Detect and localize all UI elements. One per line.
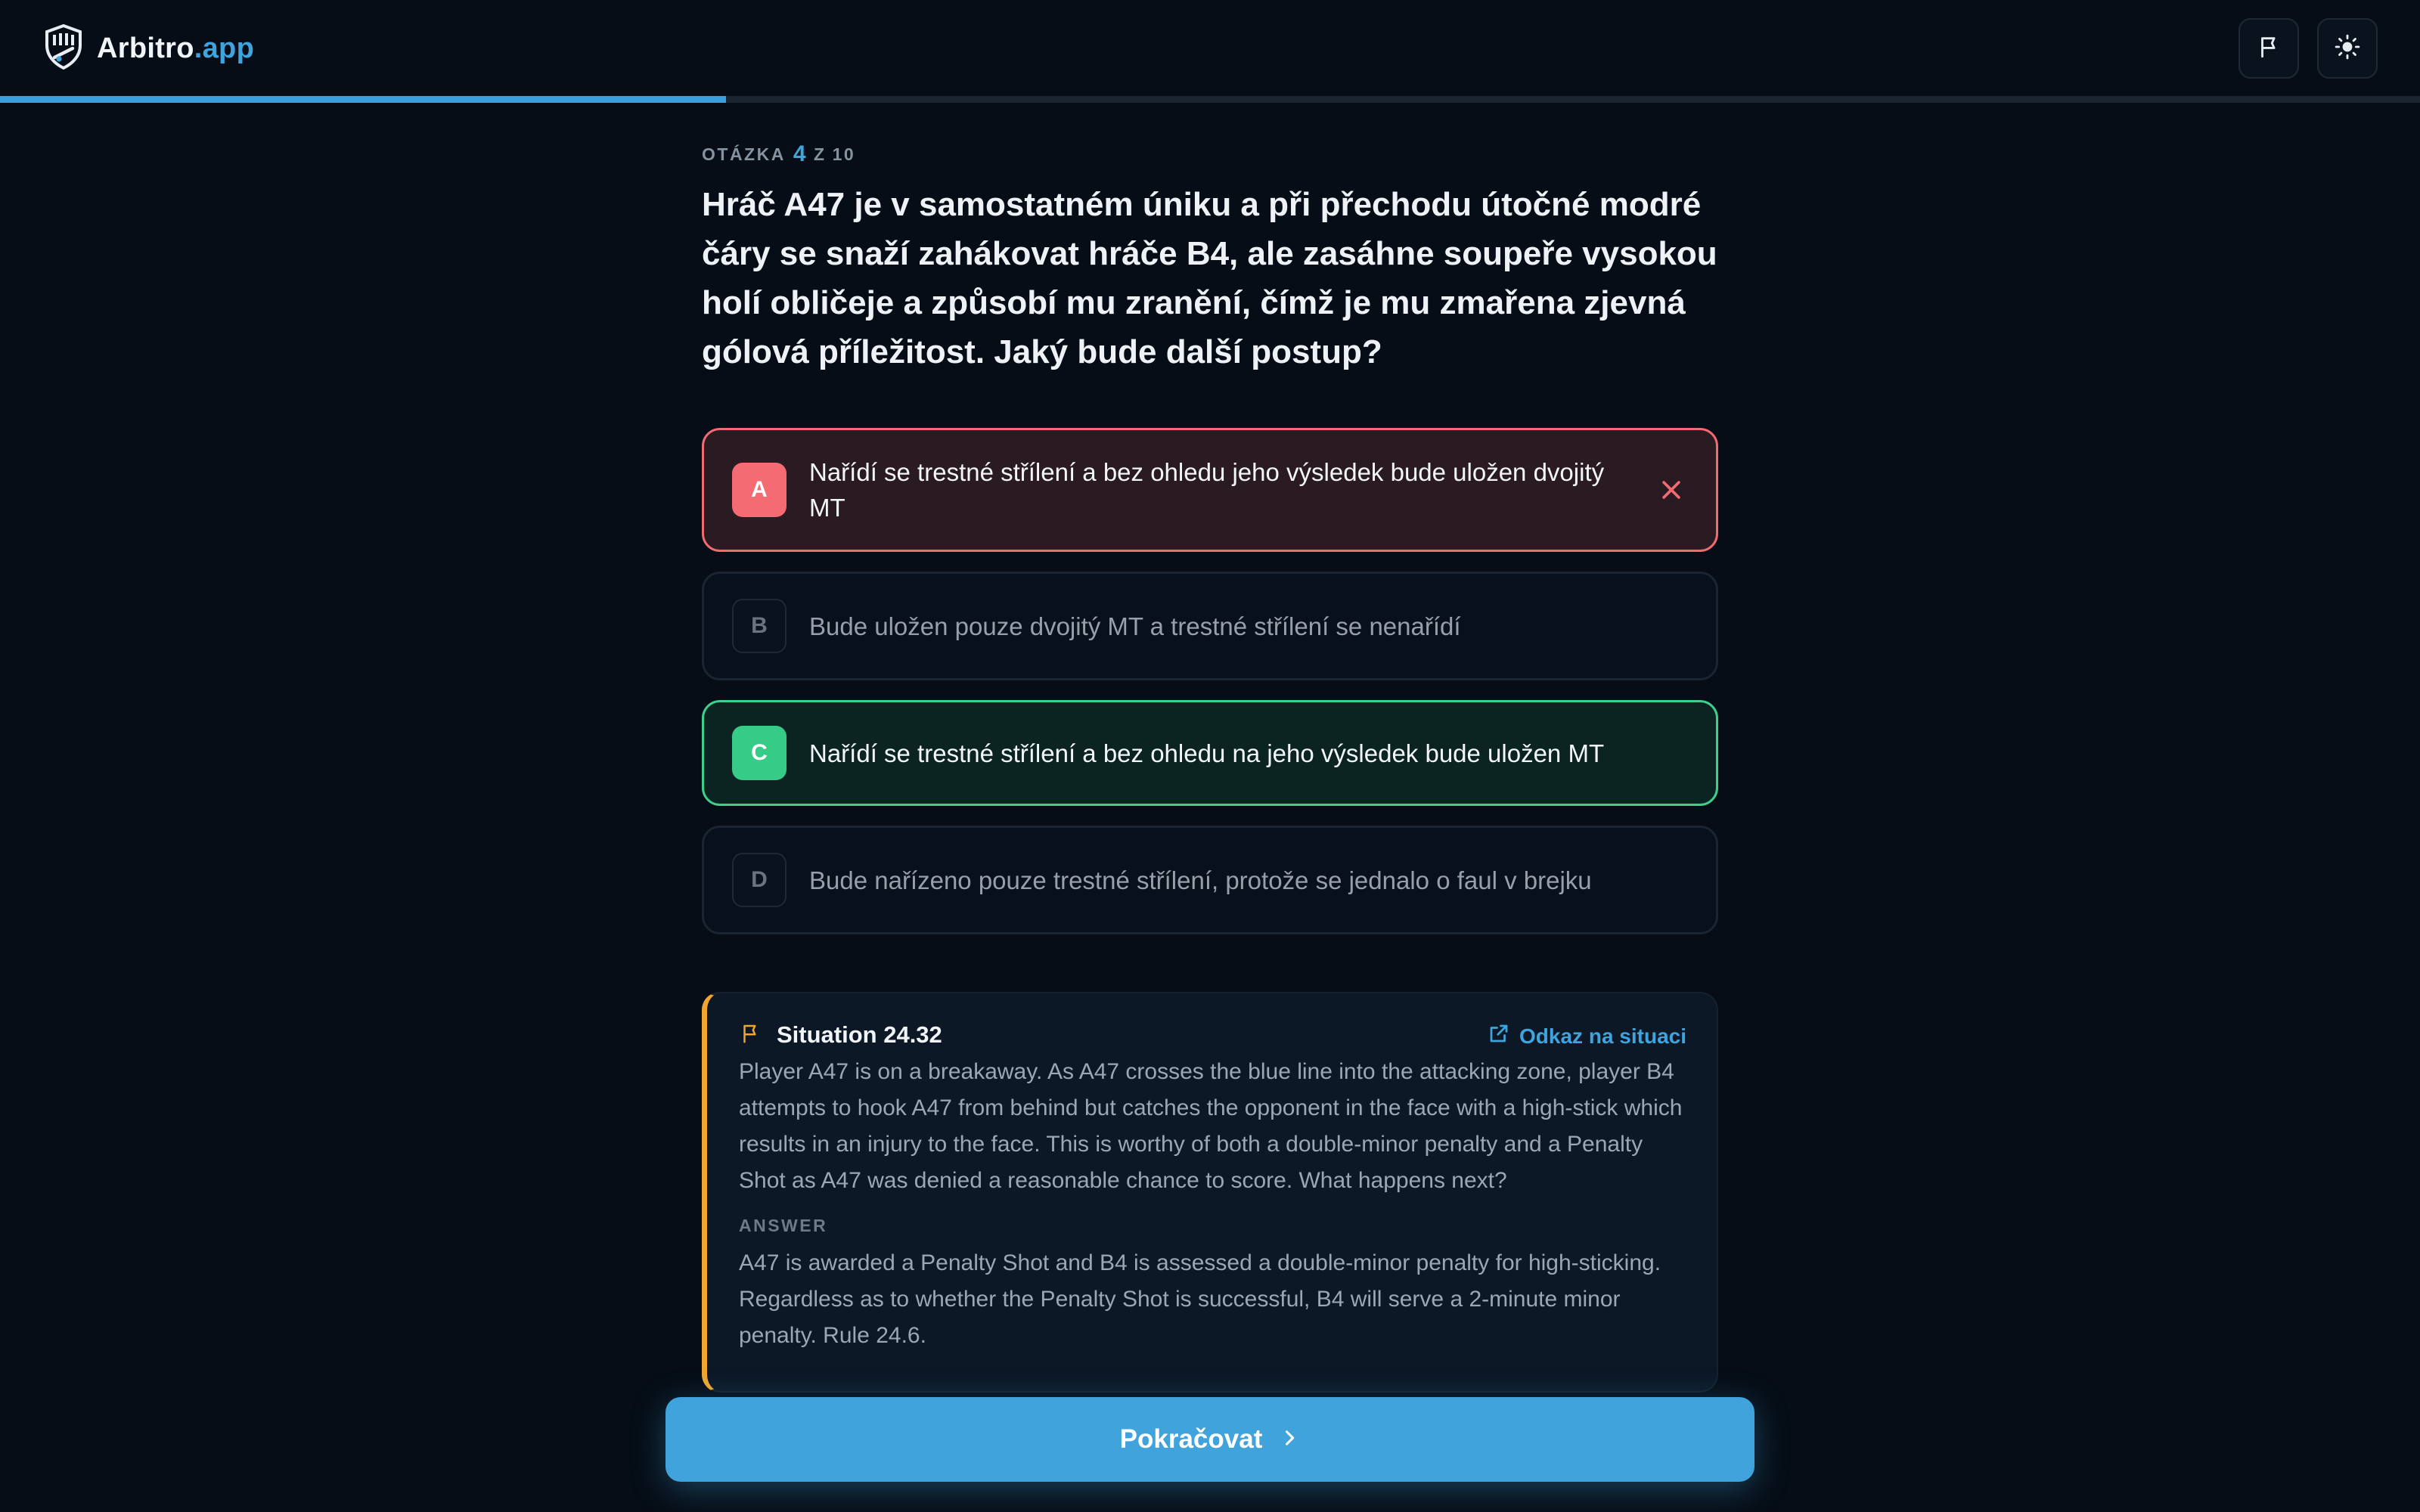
question-current-number: 4 <box>793 141 808 166</box>
situation-description: Player A47 is on a breakaway. As A47 crosses the blue line into the attacking zone, player B4 attempts to hook A47 from behind but catches the opponent in the face with a high-stick which results in an injury to the face. This is worthy of both a double-minor penalty and a Penalty Shot as A47 was denied a reasonable chance to score. What happens next? <box>739 1059 1683 1193</box>
answer-text: Bude uložen pouze dvojitý MT a trestné střílení se nenařídí <box>809 612 1461 640</box>
situation-link[interactable] <box>1488 1022 1686 1050</box>
answer-letter-badge: B <box>732 599 786 653</box>
question-counter: OTÁZKA 4 Z 10 <box>702 141 856 166</box>
quiz-progress-fill <box>0 96 726 103</box>
answer-text: Nařídí se trestné střílení a bez ohledu jeho výsledek bude uložen dvojitý MT <box>809 458 1605 522</box>
theme-toggle-button[interactable] <box>2317 18 2378 79</box>
question-total-number: 10 <box>832 144 856 164</box>
answer-letter-badge: D <box>732 853 786 907</box>
external-link-icon <box>1488 1022 1519 1050</box>
answer-option-a[interactable] <box>702 428 1718 552</box>
situation-link-label: Odkaz na situaci <box>1519 1024 1686 1048</box>
answer-explanation: A47 is awarded a Penalty Shot and B4 is assessed a double-minor penalty for high-sticking. Regardless as to whether the Penalty Shot is successful, B4 will serve a 2-minute minor penalty. Rule 24.6. <box>739 1250 1661 1348</box>
answer-list <box>702 428 1718 934</box>
quiz-panel <box>702 136 1718 954</box>
answer-text: Bude nařízeno pouze trestné střílení, protože se jednalo o faul v brejku <box>809 866 1592 894</box>
answer-letter-badge: C <box>732 726 786 780</box>
answer-option-c[interactable] <box>702 700 1718 806</box>
continue-button[interactable] <box>666 1397 1754 1482</box>
answer-letter-badge: A <box>732 463 786 517</box>
chevron-right-icon <box>1262 1427 1300 1452</box>
brand-name: Arbitro.app <box>97 33 255 64</box>
answer-option-d[interactable] <box>702 826 1718 934</box>
continue-button-label: Pokračovat <box>1119 1424 1263 1454</box>
situation-card <box>702 992 1718 1393</box>
brand-logo[interactable] <box>44 24 254 73</box>
wrong-answer-x-icon <box>1658 477 1684 503</box>
flag-icon <box>739 1021 762 1049</box>
answer-heading: ANSWER <box>739 1216 828 1235</box>
referee-shield-logo-icon <box>44 24 83 73</box>
answer-text: Nařídí se trestné střílení a bez ohledu na jeho výsledek bude uložen MT <box>809 739 1605 767</box>
quiz-progress-bar <box>0 96 2420 103</box>
answer-option-b[interactable] <box>702 572 1718 680</box>
top-bar <box>0 0 2420 97</box>
question-text: Hráč A47 je v samostatném úniku a při přechodu útočné modré čáry se snaží zahákovat hráče B4, ale zasáhne soupeře vysokou holí obličeje a způsobí mu zranění, čímž je mu zmařena zjevná gólová příležitost. Jaký bude další postup? <box>702 186 1717 370</box>
flag-icon <box>2256 34 2282 64</box>
sun-icon <box>2335 34 2360 64</box>
flag-button[interactable] <box>2238 18 2299 79</box>
situation-title: Situation 24.32 <box>777 1021 942 1048</box>
